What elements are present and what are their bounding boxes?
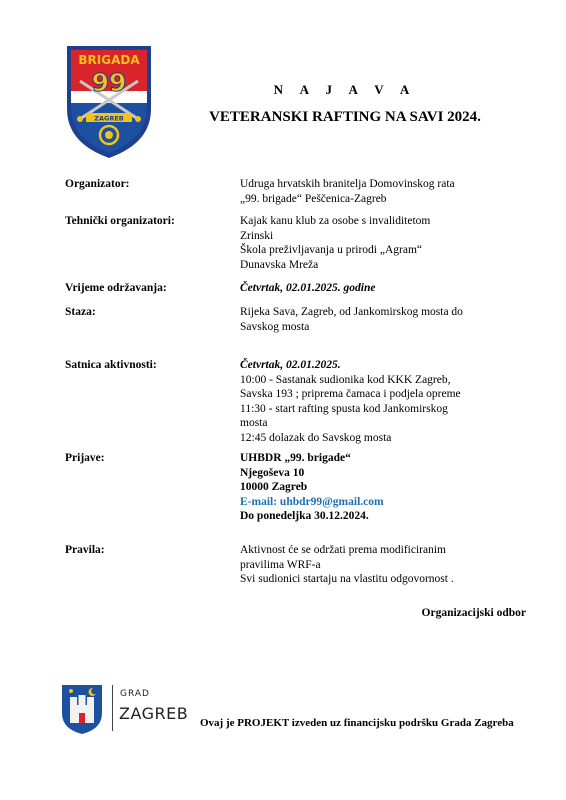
pravila-line: Aktivnost će se održati prema modificiranim (240, 544, 446, 556)
satnica-date: Četvrtak, 02.01.2025. (240, 359, 341, 371)
prijave-email-link[interactable]: E-mail: uhbdr99@gmail.com (240, 495, 384, 508)
pravila-line: Svi sudionici startaju na vlastitu odgovornost . (240, 573, 454, 585)
label-prijave: Prijave: (65, 452, 105, 464)
brigade-emblem (64, 43, 154, 161)
label-pravila: Pravila: (65, 544, 105, 556)
city-logo-divider (112, 685, 113, 731)
prijave-org: UHBDR „99. brigade“ (240, 452, 351, 464)
city-logo-big-text: ZAGREB (119, 704, 189, 723)
value-tehnicki-organizatori (240, 214, 530, 272)
satnica-line: mosta (240, 417, 268, 429)
satnica-line: 10:00 - Sastanak sudionika kod KKK Zagreb, (240, 373, 451, 386)
staza-line: Rijeka Sava, Zagreb, od Jankomirskog mosta do (240, 306, 463, 318)
prijave-deadline: Do ponedeljka 30.12.2024. (240, 510, 369, 522)
footer-funding-note: Ovaj je PROJEKT izveden uz financijsku podršku Grada Zagreba (200, 717, 514, 729)
emblem-number: 99 (91, 68, 127, 97)
satnica-line: 12:45 dolazak do Savskog mosta (240, 431, 392, 444)
organizator-line: „99. brigade“ Peščenica-Zagreb (240, 192, 387, 205)
pravila-line: pravilima WRF-a (240, 558, 321, 571)
value-vrijeme (240, 281, 530, 296)
announcement-kicker: N A J A V A (273, 82, 417, 97)
value-staza (240, 305, 530, 334)
label-organizator: Organizator: (65, 178, 130, 190)
emblem-ribbon-text: ZAGREB (94, 114, 124, 123)
label-vrijeme: Vrijeme održavanja: (65, 282, 167, 294)
tehnicki-line: Škola preživljavanja u prirodi „Agram“ (240, 244, 423, 256)
emblem-top-text: BRIGADA (78, 53, 140, 67)
value-organizator (240, 177, 530, 206)
prijave-city: 10000 Zagreb (240, 481, 308, 493)
event-date: Četvrtak, 02.01.2025. godine (240, 282, 376, 294)
city-of-zagreb-logo (60, 683, 190, 735)
label-staza: Staza: (65, 306, 96, 318)
label-tehnicki-organizatori: Tehnički organizatori: (65, 215, 175, 227)
brigade-shield-icon (64, 43, 154, 161)
prijave-street: Njegoševa 10 (240, 466, 305, 479)
satnica-line: Savska 193 ; priprema čamaca i podjela opreme (240, 388, 461, 400)
staza-line: Savskog mosta (240, 320, 310, 333)
tehnicki-line: Kajak kanu klub za osobe s invaliditetom (240, 215, 431, 227)
zagreb-crest-icon (60, 683, 104, 735)
label-satnica: Satnica aktivnosti: (65, 359, 157, 371)
organizator-line: Udruga hrvatskih branitelja Domovinskog rata (240, 178, 455, 190)
tehnicki-line: Zrinski (240, 229, 274, 242)
signature: Organizacijski odbor (421, 607, 526, 619)
value-prijave (240, 451, 530, 524)
satnica-line: 11:30 - start rafting spusta kod Jankomirskog (240, 402, 448, 415)
value-pravila (240, 543, 530, 587)
page-title: VETERANSKI RAFTING NA SAVI 2024. (209, 109, 481, 125)
value-satnica (240, 358, 530, 445)
city-logo-small-text: GRAD (120, 689, 150, 699)
tehnicki-line: Dunavska Mreža (240, 258, 319, 271)
